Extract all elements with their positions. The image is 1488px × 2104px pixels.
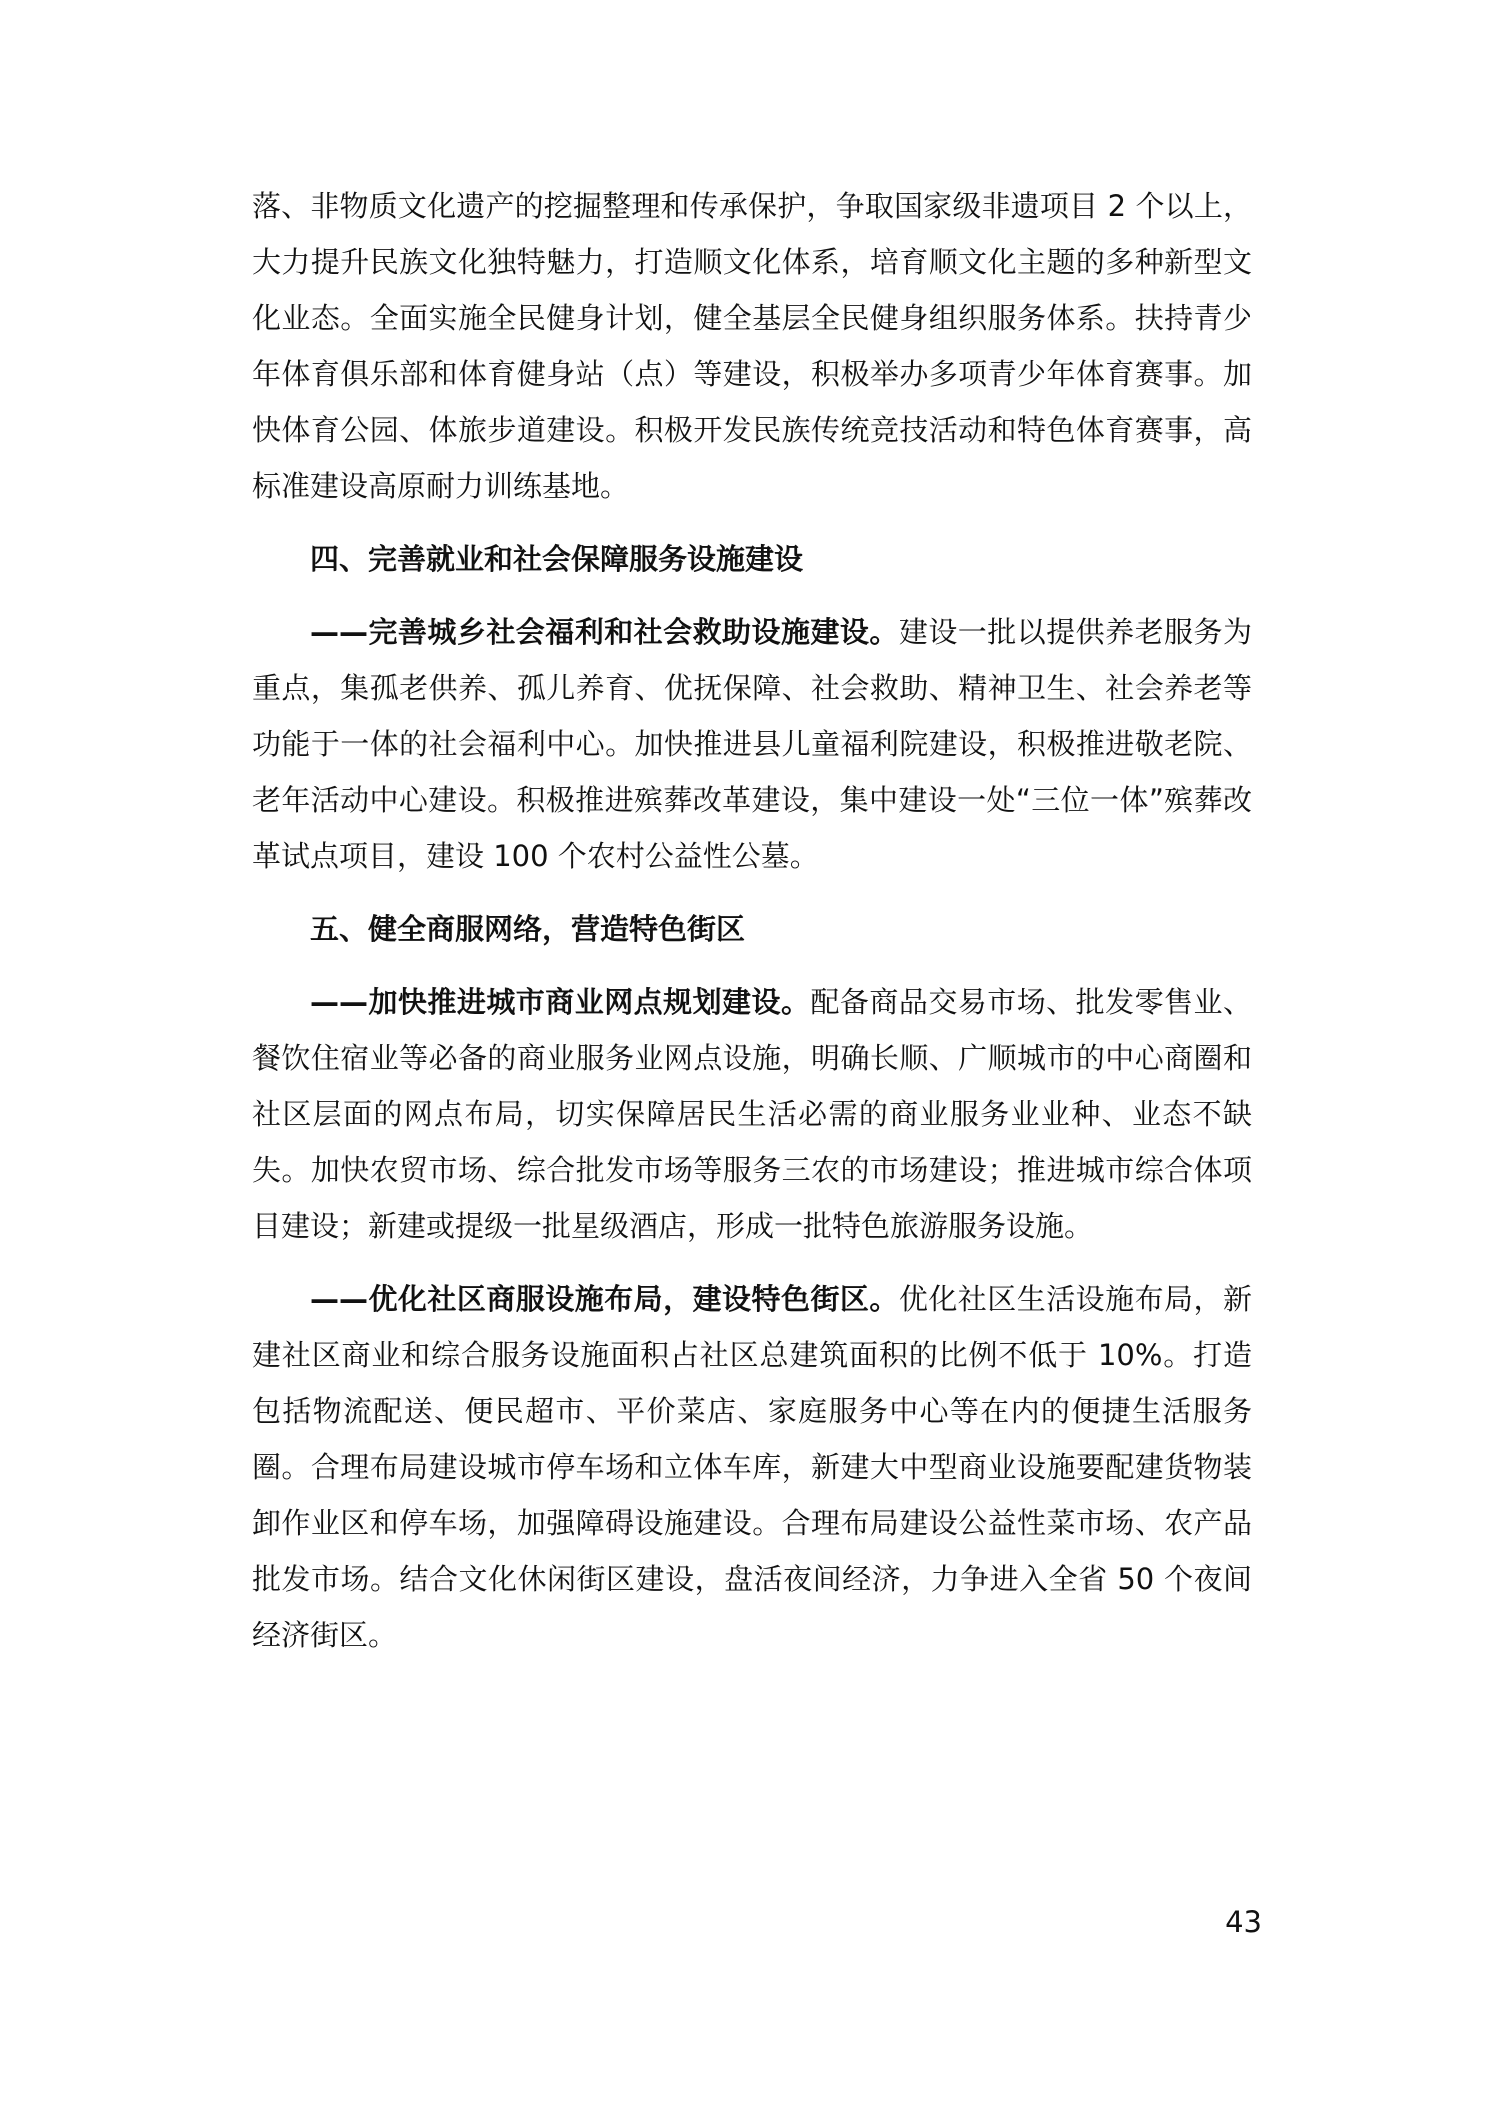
paragraph-body-commercial-planning: 配备商品交易市场、批发零售业、餐饮住宿业等必备的商业服务业网点设施，明确长顺、广顺城市的中心商圈和社区层面的网点布局，切实保障居民生活必需的商业服务业业种、业态不缺失。加快农贸市场、综合批发市场等服务三农的市场建设；推进城市综合体项目建设；新建或提级一批星级酒店，形成一批特色旅游服务设施。: [252, 985, 1252, 1243]
paragraph-culture-sports: 落、非物质文化遗产的挖掘整理和传承保护，争取国家级非遗项目 2 个以上，大力提升民族文化独特魅力，打造顺文化体系，培育顺文化主题的多种新型文化业态。全面实施全民健身计划，健全基层全民健身组织服务体系。扶持青少年体育俱乐部和体育健身站（点）等建设，积极举办多项青少年体育赛事。加快体育公园、体旅步道建设。积极开发民族传统竞技活动和特色体育赛事，高标准建设高原耐力训练基地。: [252, 189, 1252, 503]
section-heading-employment-social-security: 四、完善就业和社会保障服务设施建设: [310, 542, 804, 576]
paragraph-social-welfare: [252, 604, 1252, 884]
section-heading-commercial-network: 五、健全商服网络，营造特色街区: [310, 912, 746, 946]
page-content: [252, 178, 1252, 1663]
paragraph-community-blocks: [252, 1271, 1252, 1663]
paragraph-commercial-planning: [252, 974, 1252, 1254]
paragraph-body-community-blocks: 优化社区生活设施布局，新建社区商业和综合服务设施面积占社区总建筑面积的比例不低于 10%。打造包括物流配送、便民超市、平价菜店、家庭服务中心等在内的便捷生活服务圈。合理布局建设城市停车场和立体车库，新建大中型商业设施要配建货物装卸作业区和停车场，加强障碍设施建设。合理布局建设公益性菜市场、农产品批发市场。结合文化休闲街区建设，盘活夜间经济，力争进入全省 50 个夜间经济街区。: [252, 1282, 1252, 1652]
paragraph-lead-community-blocks: ——优化社区商服设施布局，建设特色街区。: [310, 1282, 899, 1316]
paragraph-lead-social-welfare: ——完善城乡社会福利和社会救助设施建设。: [310, 615, 899, 649]
paragraph-body-social-welfare: 建设一批以提供养老服务为重点，集孤老供养、孤儿养育、优抚保障、社会救助、精神卫生、社会养老等功能于一体的社会福利中心。加快推进县儿童福利院建设，积极推进敬老院、老年活动中心建设。积极推进殡葬改革建设，集中建设一处“三位一体”殡葬改革试点项目，建设 100 个农村公益性公墓。: [252, 615, 1252, 873]
page-number: 43: [1225, 1905, 1262, 1939]
paragraph-lead-commercial-planning: ——加快推进城市商业网点规划建设。: [310, 985, 811, 1019]
